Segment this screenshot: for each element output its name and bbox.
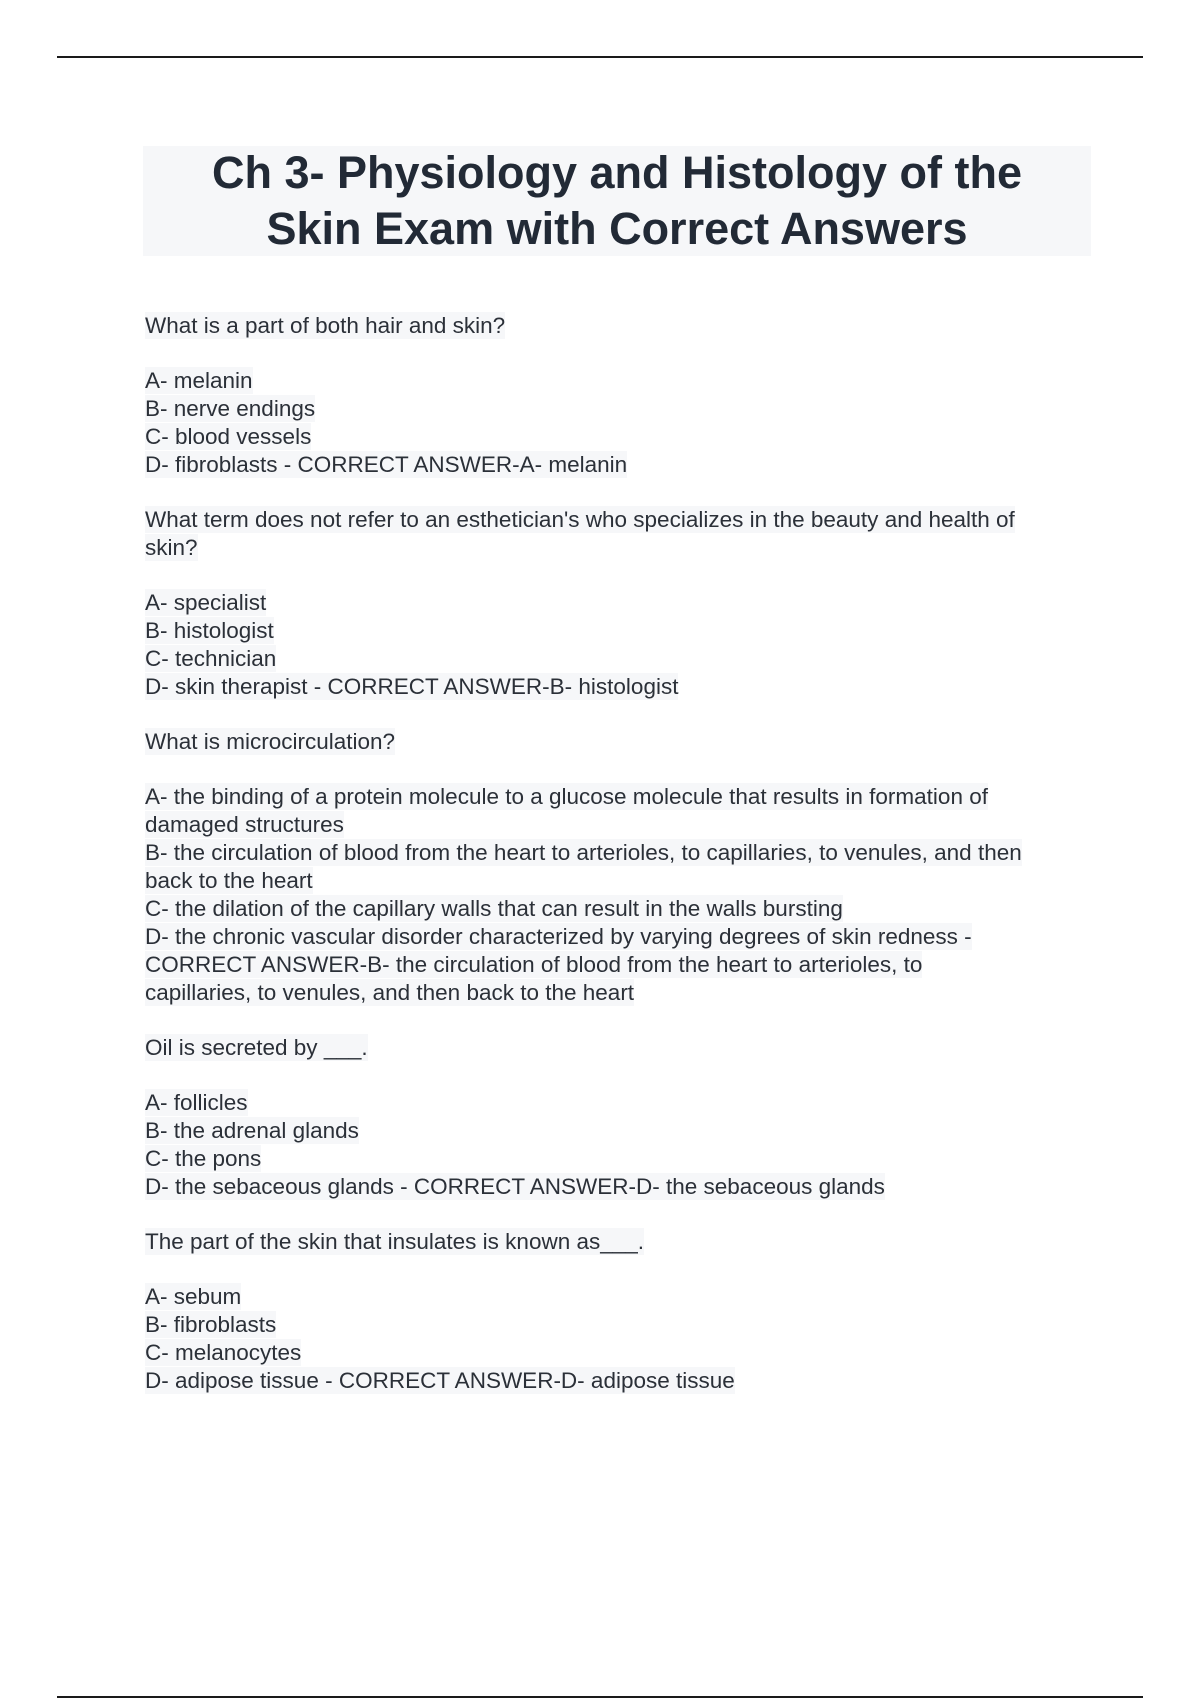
answer-option: C- blood vessels [145,424,312,449]
answer-option: A- sebum [145,1284,242,1309]
question-text: Oil is secreted by ___. [145,1035,368,1060]
question-text: What term does not refer to an esthetician's who specializes in the beauty and health of [145,507,1015,532]
answer-option: A- specialist [145,590,267,615]
answer-option: C- technician [145,646,277,671]
answer-option-correct: D- skin therapist - CORRECT ANSWER-B- histologist [145,674,679,699]
question-text: What is a part of both hair and skin? [145,313,506,338]
footer-rule [57,1696,1143,1698]
answer-option: back to the heart [145,868,313,893]
answer-option: A- the binding of a protein molecule to a glucose molecule that results in formation of [145,784,988,809]
header-rule [57,56,1143,58]
answer-option: C- melanocytes [145,1340,302,1365]
answer-option: B- fibroblasts [145,1312,277,1337]
answer-option: damaged structures [145,812,344,837]
answer-option-correct: CORRECT ANSWER-B- the circulation of blood from the heart to arterioles, to [145,952,923,977]
question-text: The part of the skin that insulates is known as___. [145,1229,645,1254]
answer-option: A- follicles [145,1090,248,1115]
answer-option: C- the pons [145,1146,262,1171]
title-line-2: Skin Exam with Correct Answers [266,203,968,254]
answer-option: B- nerve endings [145,396,316,421]
title-line-1: Ch 3- Physiology and Histology of the [211,147,1023,198]
question-text: skin? [145,535,198,560]
question-text: What is microcirculation? [145,729,396,754]
question-block [145,728,1095,1007]
question-block [145,1228,1095,1395]
question-list [145,312,1095,1395]
answer-option: B- the circulation of blood from the heart to arterioles, to capillaries, to venules, and then [145,840,1022,865]
document-title [143,146,1091,256]
answer-option-correct: D- fibroblasts - CORRECT ANSWER-A- melanin [145,452,628,477]
answer-option: A- melanin [145,368,253,393]
answer-option: C- the dilation of the capillary walls that can result in the walls bursting [145,896,843,921]
answer-option-correct: D- the sebaceous glands - CORRECT ANSWER-D- the sebaceous glands [145,1174,885,1199]
question-block [145,506,1095,701]
answer-option: B- the adrenal glands [145,1118,359,1143]
answer-option: B- histologist [145,618,274,643]
answer-option-correct: capillaries, to venules, and then back to the heart [145,980,635,1005]
answer-option-correct: D- the chronic vascular disorder characterized by varying degrees of skin redness - [145,924,972,949]
answer-option-correct: D- adipose tissue - CORRECT ANSWER-D- adipose tissue [145,1368,735,1393]
question-block [145,1034,1095,1201]
question-block [145,312,1095,479]
